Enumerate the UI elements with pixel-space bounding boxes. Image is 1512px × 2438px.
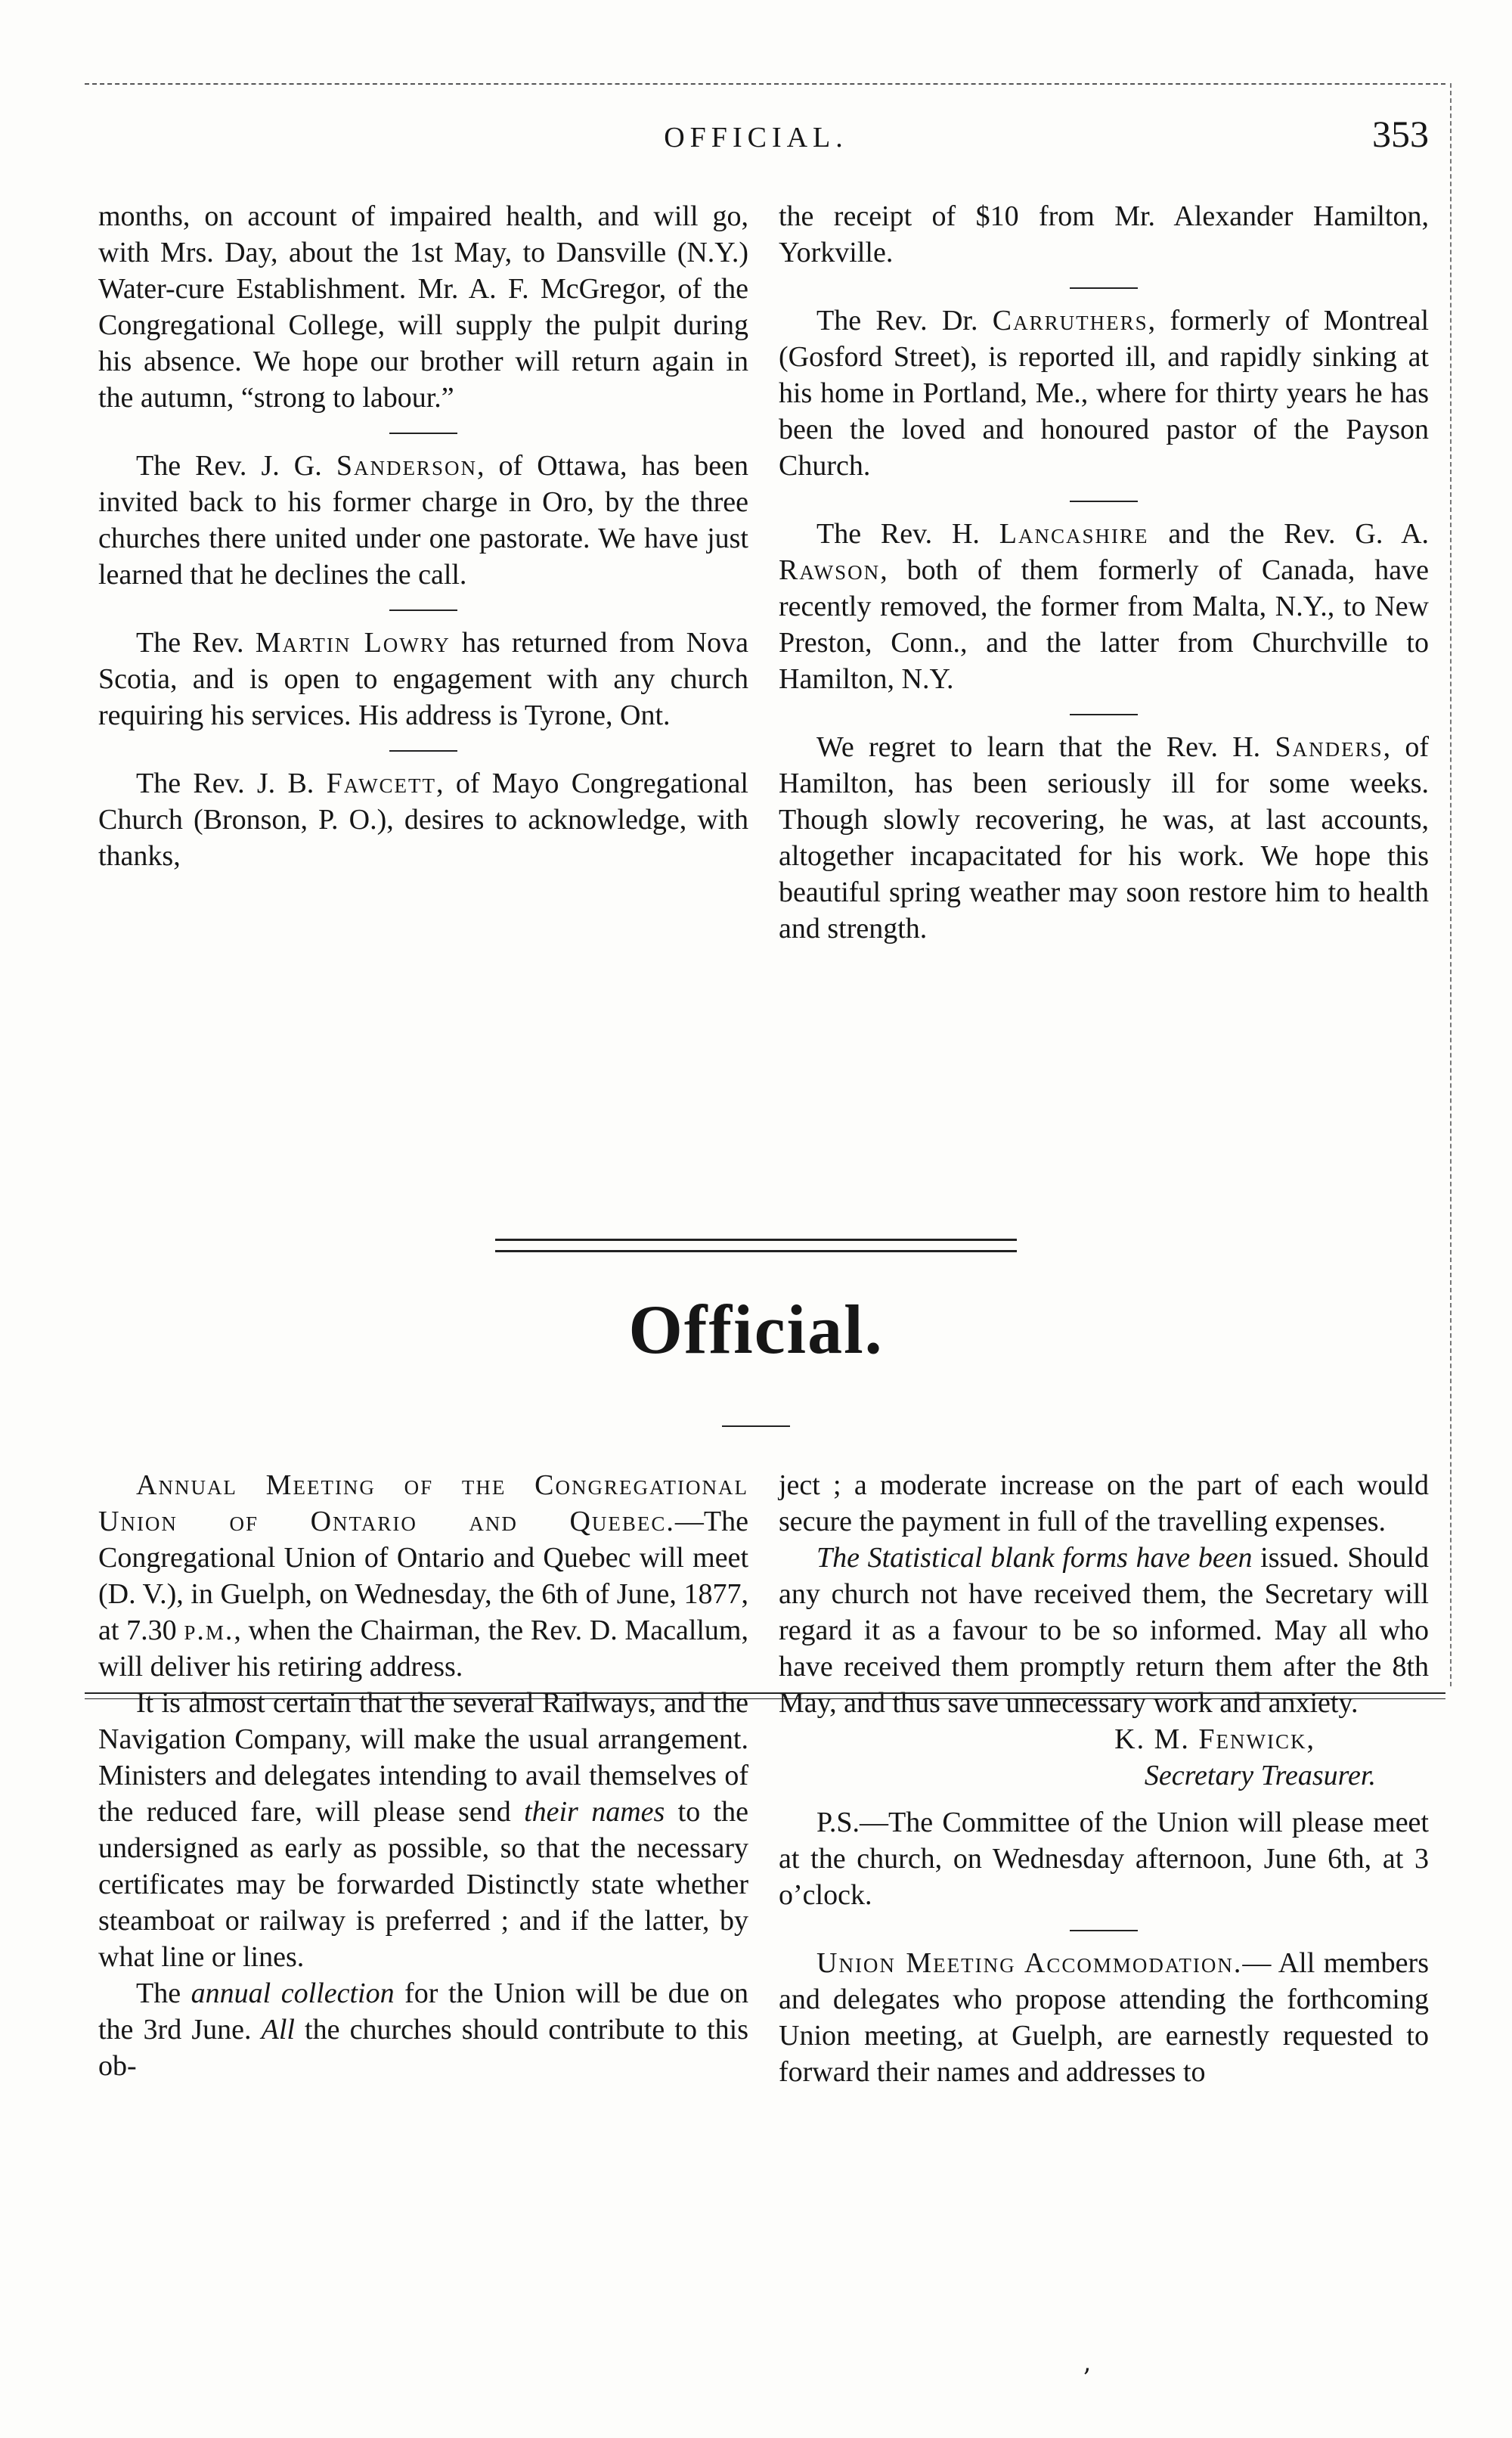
paragraph-lowry: The Rev. Martin Lowry has returned from Nova Scotia, and is open to engagement with any church requiring his services. His address is Tyrone, Ont.: [98, 627, 748, 731]
top-left-column: [98, 198, 748, 874]
bottom-rule: [85, 1692, 1445, 1694]
paragraph-sanders: We regret to learn that the Rev. H. Sanders, of Hamilton, has been seriously ill for some weeks. Though slowly recovering, he was, at last accounts, altogether incapacitated for his work. We hope this beautiful spring weather may soon restore him to health and strength.: [779, 731, 1430, 944]
separator-rule: [389, 750, 457, 752]
paragraph-postscript: P.S.—The Committee of the Union will please meet at the church, on Wednesday afternoon, June 6th, at 3 o’clock.: [779, 1807, 1429, 1911]
paragraph-statistical-forms: The Statistical blank forms have been issued. Should any church not have received them, the Secretary will regard it as a favour to be so informed. May all who have received them promptly return them after the 8th May, and thus save unnecessary work and anxiety.: [779, 1542, 1429, 1719]
paragraph-sanderson: The Rev. J. G. Sanderson, of Ottawa, has been invited back to his former charge in Oro, by the three churches there united under one pastorate. We have just learned that he declines the call.: [98, 450, 748, 591]
paragraph-day-note: months, on account of impaired health, and will go, with Mrs. Day, about the 1st May, to Dansville (N.Y.) Water-cure Establishment. Mr. A. F. McGregor, of the Congregational College, will supply the pulpit during his absence. We hope our brother will return again in the autumn, “strong to labour.”: [98, 200, 748, 414]
paragraph-annual-collection: The annual collection for the Union will be due on the 3rd June. All the churches should contribute to this ob-: [98, 1977, 748, 2082]
separator-rule: [389, 610, 457, 611]
paragraph-receipt: the receipt of $10 from Mr. Alexander Hamilton, Yorkville.: [779, 200, 1429, 268]
separator-rule: [1070, 1930, 1138, 1931]
stray-mark: ’: [1083, 2363, 1091, 2393]
bottom-left-column: [98, 1467, 748, 2084]
separator-rule: [1070, 714, 1138, 715]
right-edge-rule: [1450, 83, 1452, 1686]
signature-name: K. M. Fenwick,: [1114, 1723, 1315, 1755]
heading-short-rule: [722, 1425, 790, 1427]
top-border-rule: [85, 83, 1445, 85]
paragraph-continuation: ject ; a moderate increase on the part of each would secure the payment in full of the travelling expenses.: [779, 1469, 1429, 1537]
bottom-right-column: [779, 1467, 1429, 2090]
paragraph-railways: It is almost certain that the several Railways, and the Navigation Company, will make the usual arrangement. Ministers and delegates intending to avail themselves of the reduced fare, will please send their names to the undersigned as early as possible, so that the necessary certificates may be forwarded Distinctly state whether steamboat or railway is preferred ; and if the latter, by what line or lines.: [98, 1687, 749, 1973]
paragraph-fawcett: The Rev. J. B. Fawcett, of Mayo Congregational Church (Bronson, P. O.), desires to acknowledge, with thanks,: [98, 768, 748, 872]
paragraph-accommodation: Union Meeting Accommodation.— All members and delegates who propose attending the forthcoming Union meeting, at Guelph, are earnestly requested to forward their names and addresses to: [779, 1947, 1429, 2088]
paragraph-carruthers: The Rev. Dr. Carruthers, formerly of Montreal (Gosford Street), is reported ill, and rapidly sinking at his home in Portland, Me., where for thirty years he has been the loved and honoured pastor of the Payson Church.: [779, 305, 1429, 482]
separator-rule: [389, 433, 457, 434]
separator-rule: [1070, 501, 1138, 502]
separator-rule: [1070, 287, 1138, 289]
page-number: 353: [1372, 113, 1429, 155]
section-heading: Official.: [628, 1291, 884, 1368]
running-title: OFFICIAL.: [664, 122, 848, 154]
top-right-column: [779, 198, 1429, 947]
signature-title: Secretary Treasurer.: [1144, 1760, 1376, 1791]
paragraph-annual-meeting: Annual Meeting of the Congregational Union of Ontario and Quebec.—The Congregational Union of Ontario and Quebec will meet (D. V.), in Guelph, on Wednesday, the 6th of June, 1877, at 7.30 p.m., when the Chairman, the Rev. D. Macallum, will deliver his retiring address.: [98, 1469, 748, 1683]
bottom-rule-thin: [85, 1698, 1445, 1699]
section-double-rule: [495, 1239, 1017, 1252]
paragraph-lancashire-rawson: The Rev. H. Lancashire and the Rev. G. A. Rawson, both of them formerly of Canada, have recently removed, the former from Malta, N.Y., to New Preston, Conn., and the latter from Churchville to Hamilton, N.Y.: [779, 518, 1430, 695]
